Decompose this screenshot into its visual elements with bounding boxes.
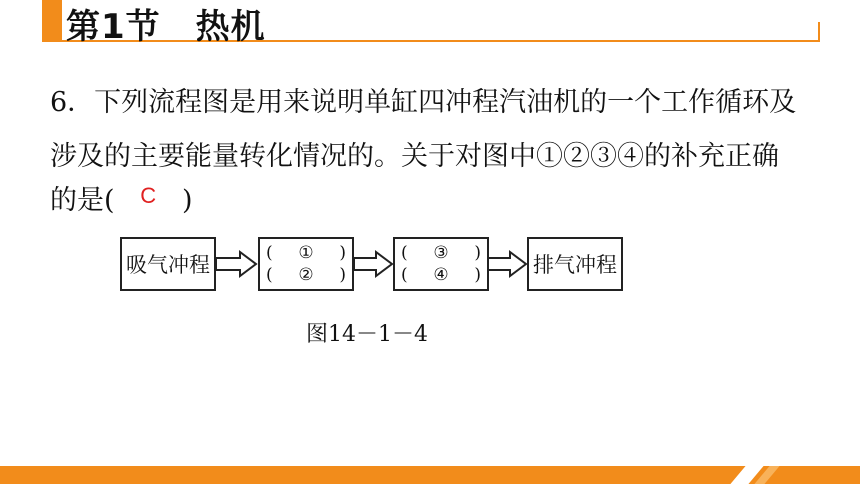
question-line-2: 涉及的主要能量转化情况的。关于对图中①②③④的补充正确 <box>50 141 779 172</box>
answer-mark: C <box>140 183 157 208</box>
arrow-right-icon <box>214 250 258 278</box>
section-title: 第1节 热机 <box>66 7 266 47</box>
blank-4: ④ <box>433 265 449 285</box>
slot-1: ( ① ) <box>266 243 346 263</box>
slot-3: ( ③ ) <box>401 243 481 263</box>
figure-caption: 图14－1－4 <box>306 322 428 347</box>
slot-2: ( ② ) <box>266 265 346 285</box>
question-line-1: 6．下列流程图是用来说明单缸四冲程汽油机的一个工作循环及 <box>50 87 797 118</box>
header-accent-bar <box>42 0 62 40</box>
blank-1: ① <box>298 243 314 263</box>
exhaust-stroke-box <box>527 237 623 291</box>
exhaust-stroke-label: 排气冲程 <box>533 253 617 277</box>
blank-2: ② <box>298 265 314 285</box>
intake-stroke-box <box>120 237 216 291</box>
stroke-box-1-2 <box>258 237 354 291</box>
question-line-3 <box>50 184 192 219</box>
question-line-3-prefix: 的是( <box>50 185 115 216</box>
intake-stroke-label: 吸气冲程 <box>126 253 210 277</box>
question-line-3-suffix: ) <box>181 185 193 216</box>
slot-4: ( ④ ) <box>401 265 481 285</box>
blank-3: ③ <box>433 243 449 263</box>
stroke-box-3-4 <box>393 237 489 291</box>
arrow-right-icon <box>352 250 394 278</box>
arrow-right-icon <box>486 250 528 278</box>
header-corner-line <box>818 22 820 42</box>
